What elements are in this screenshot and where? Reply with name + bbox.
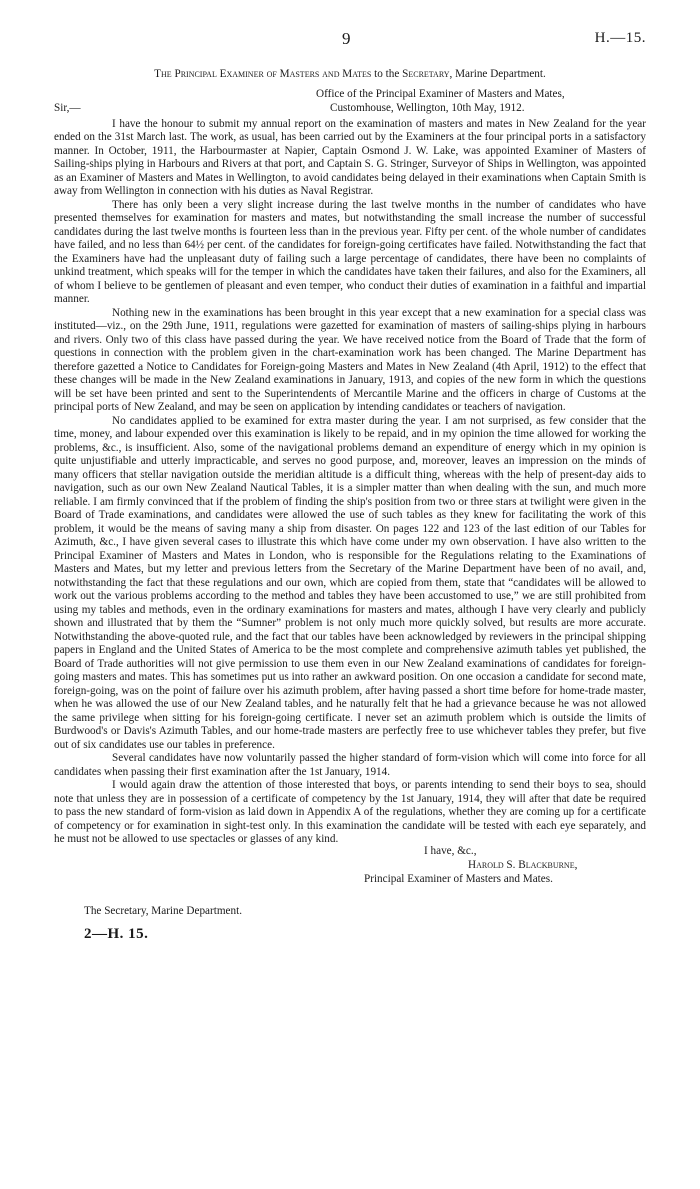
office-address: Office of the Principal Examiner of Masters and Mates,	[316, 87, 565, 100]
address-block	[54, 88, 646, 118]
signature-name: Harold S. Blackburne,	[468, 858, 578, 871]
closing-block	[54, 844, 646, 903]
heading-department: , Marine Department.	[449, 68, 546, 80]
signature-title: Principal Examiner of Masters and Mates.	[364, 872, 553, 885]
paragraph-5: Several candidates have now voluntarily passed the higher standard of form-vision which will come into force for all candidates when passing their first examination after the 1st January, 1914.	[54, 752, 646, 778]
heading-recipient: Secretary	[402, 68, 450, 80]
salutation: Sir,—	[54, 101, 81, 114]
paragraph-3: Nothing new in the examinations has been brought in this year except that a new examination for a special class was instituted—viz., on the 29th June, 1911, regulations were gazetted for examination of masters of sailing-ships plying in harbours and rivers. Only two of this class have passed during the year. We have received notice from the Board of Trade that the form of questions in connection with the problem given in the chart-examination work has been changed. The Marine Department has therefore gazetted a Notice to Candidates for Foreign-going Masters and Mates in New Zealand (4th April, 1912) to the effect that these changes will be made in the New Zealand examinations in January, 1913, and copies of the new form in which the questions will be set have been printed and sent to the Superintendents of Mercantile Marine and the officers in charge of Customs at the principal ports of New Zealand, and may be seen on application by intending candidates or teachers of navigation.	[54, 306, 646, 413]
footer-reference: 2—H. 15.	[84, 926, 149, 942]
closing-phrase: I have, &c.,	[424, 844, 477, 857]
heading-sender: The Principal Examiner of Masters and Mates	[154, 68, 372, 80]
paragraph-6: I would again draw the attention of those interested that boys, or parents intending to send their boys to sea, should note that unless they are in possession of a certificate of competency by the 1st January, 1914, they will after that date be required to pass the new standard of form-vision as laid down in Appendix A of the regulations, whether they are coming up for a certificate of competency or for examination in sight-test only. In this examination the candidate will be tested with each eye separately, and he must not be allowed to use spectacles or glasses of any kind.	[54, 779, 646, 845]
page-header	[54, 29, 646, 56]
page-number: 9	[342, 29, 351, 48]
letter-body	[54, 118, 646, 847]
paragraph-1: I have the honour to submit my annual report on the examination of masters and mates in New Zealand for the year ended on the 31st March last. The work, as usual, has been carried out by the Examiners at the four principal ports in a satisfactory manner. In October, 1911, the Harbourmaster at Napier, Captain Osmond J. W. Lake, was appointed Examiner of Masters of Sailing-ships plying in Harbours and Rivers at that port, and Captain S. G. Stringer, Surveyor of Ships in Wellington, was appointed as an Examiner of Masters and Mates in Wellington, to avoid candidates being delayed in their examinations when Captain Smith is away from Wellington in connection with his duties as Naval Registrar.	[54, 117, 646, 197]
addressee: The Secretary, Marine Department.	[84, 904, 243, 917]
heading-connector: to the	[371, 68, 403, 80]
paragraph-4: No candidates applied to be examined for extra master during the year. I am not surprised, as few consider that the time, money, and labour expended over this examination is likely to be repaid, and in my opinion the time allowed for working the problems, &c., is insufficient. Also, some of the navigational problems demand an expenditure of energy which in my opinion is quite unjustifiable and utterly impracticable, and serves no good purpose, and, moreover, leaves an impression on the minds of many officers that stellar navigation outside the meridian altitude is a difficult thing, whereas with the help of present-day aids to navigation, such as our own New Zealand Nautical Tables, it is a simpler matter than when dealing with the sun, and much more reliable. I am firmly convinced that if the problem of finding the ship's position from two or three stars at twilight were given in the Board of Trade examinations, and candidates were allowed the use of such tables as they knew for facilitating the work of this problem, it would be the means of saving many a ship from disaster. On pages 122 and 123 of the last edition of our Tables for Azimuth, &c., I have given several cases to illustrate this which have come under my own observation. I have also written to the Principal Examiner of Masters and Mates in London, who is responsible for the Regulations relating to the Examinations of Masters and Mates, but my letter and previous letters from the Secretary of the Marine Department have been of no avail, and, notwithstanding the fact that these regulations and our own, which are copied from them, state that “candidates will be allowed to work out the various problems according to the method and tables they have been accustomed to use,” we are still prohibited from using my tables and methods, even in the ordinary examinations for masters and mates, although I have very clearly and publicly shown and illustrated that by them the “Sumner” problem is not only much more quickly solved, but results are more accurate. Notwithstanding the above-quoted rule, and the fact that our tables have been acknowledged by reviewers in the principal shipping papers in England and the United States of America to be the most complete and comprehensive azimuth tables yet published, the Board of Trade authorities will not give permission to use them even in our New Zealand examinations of candidates for foreign-going masters and mates. This has sometimes put us into rather an awkward position. On one occasion a candidate for second mate, foreign-going, was on the point of failure over his azimuth problem, after having passed a short time before for home-trade master, when he was allowed the use of our New Zealand tables, and he naturally felt that he had a grievance because he was not allowed the same privilege when sitting for his foreign-going certificate. I never set an azimuth problem which is outside the limits of Burdwood's or Davis's Azimuth Tables, and our home-trade masters are perfectly free to use whichever tables they prefer, but five out of six candidates use our tables in preference.	[54, 414, 646, 751]
letter-heading	[54, 68, 646, 82]
document-reference: H.—15.	[594, 30, 646, 46]
paragraph-2: There has only been a very slight increase during the last twelve months in the number of candidates who have presented themselves for examination for masters and mates, but notwithstanding the small increase the number of successful candidates during the last twelve months is fourteen less than in the previous year. Fifty per cent. of the whole number of candidates have failed, and no less than 64½ per cent. of the candidates for foreign-going certificates have failed. Notwithstanding the fact that the Examiners have had the unpleasant duty of failing such a large percentage of candidates, there have been no complaints of unkind treatment, which speaks will for the temper in which the candidates have taken their failures, and also for the Examiners, all of whom I believe to be gentlemen of pleasant and even temper, who conduct their duties of examination in a faithful and impartial manner.	[54, 198, 646, 305]
location-date: Customhouse, Wellington, 10th May, 1912.	[330, 101, 525, 114]
